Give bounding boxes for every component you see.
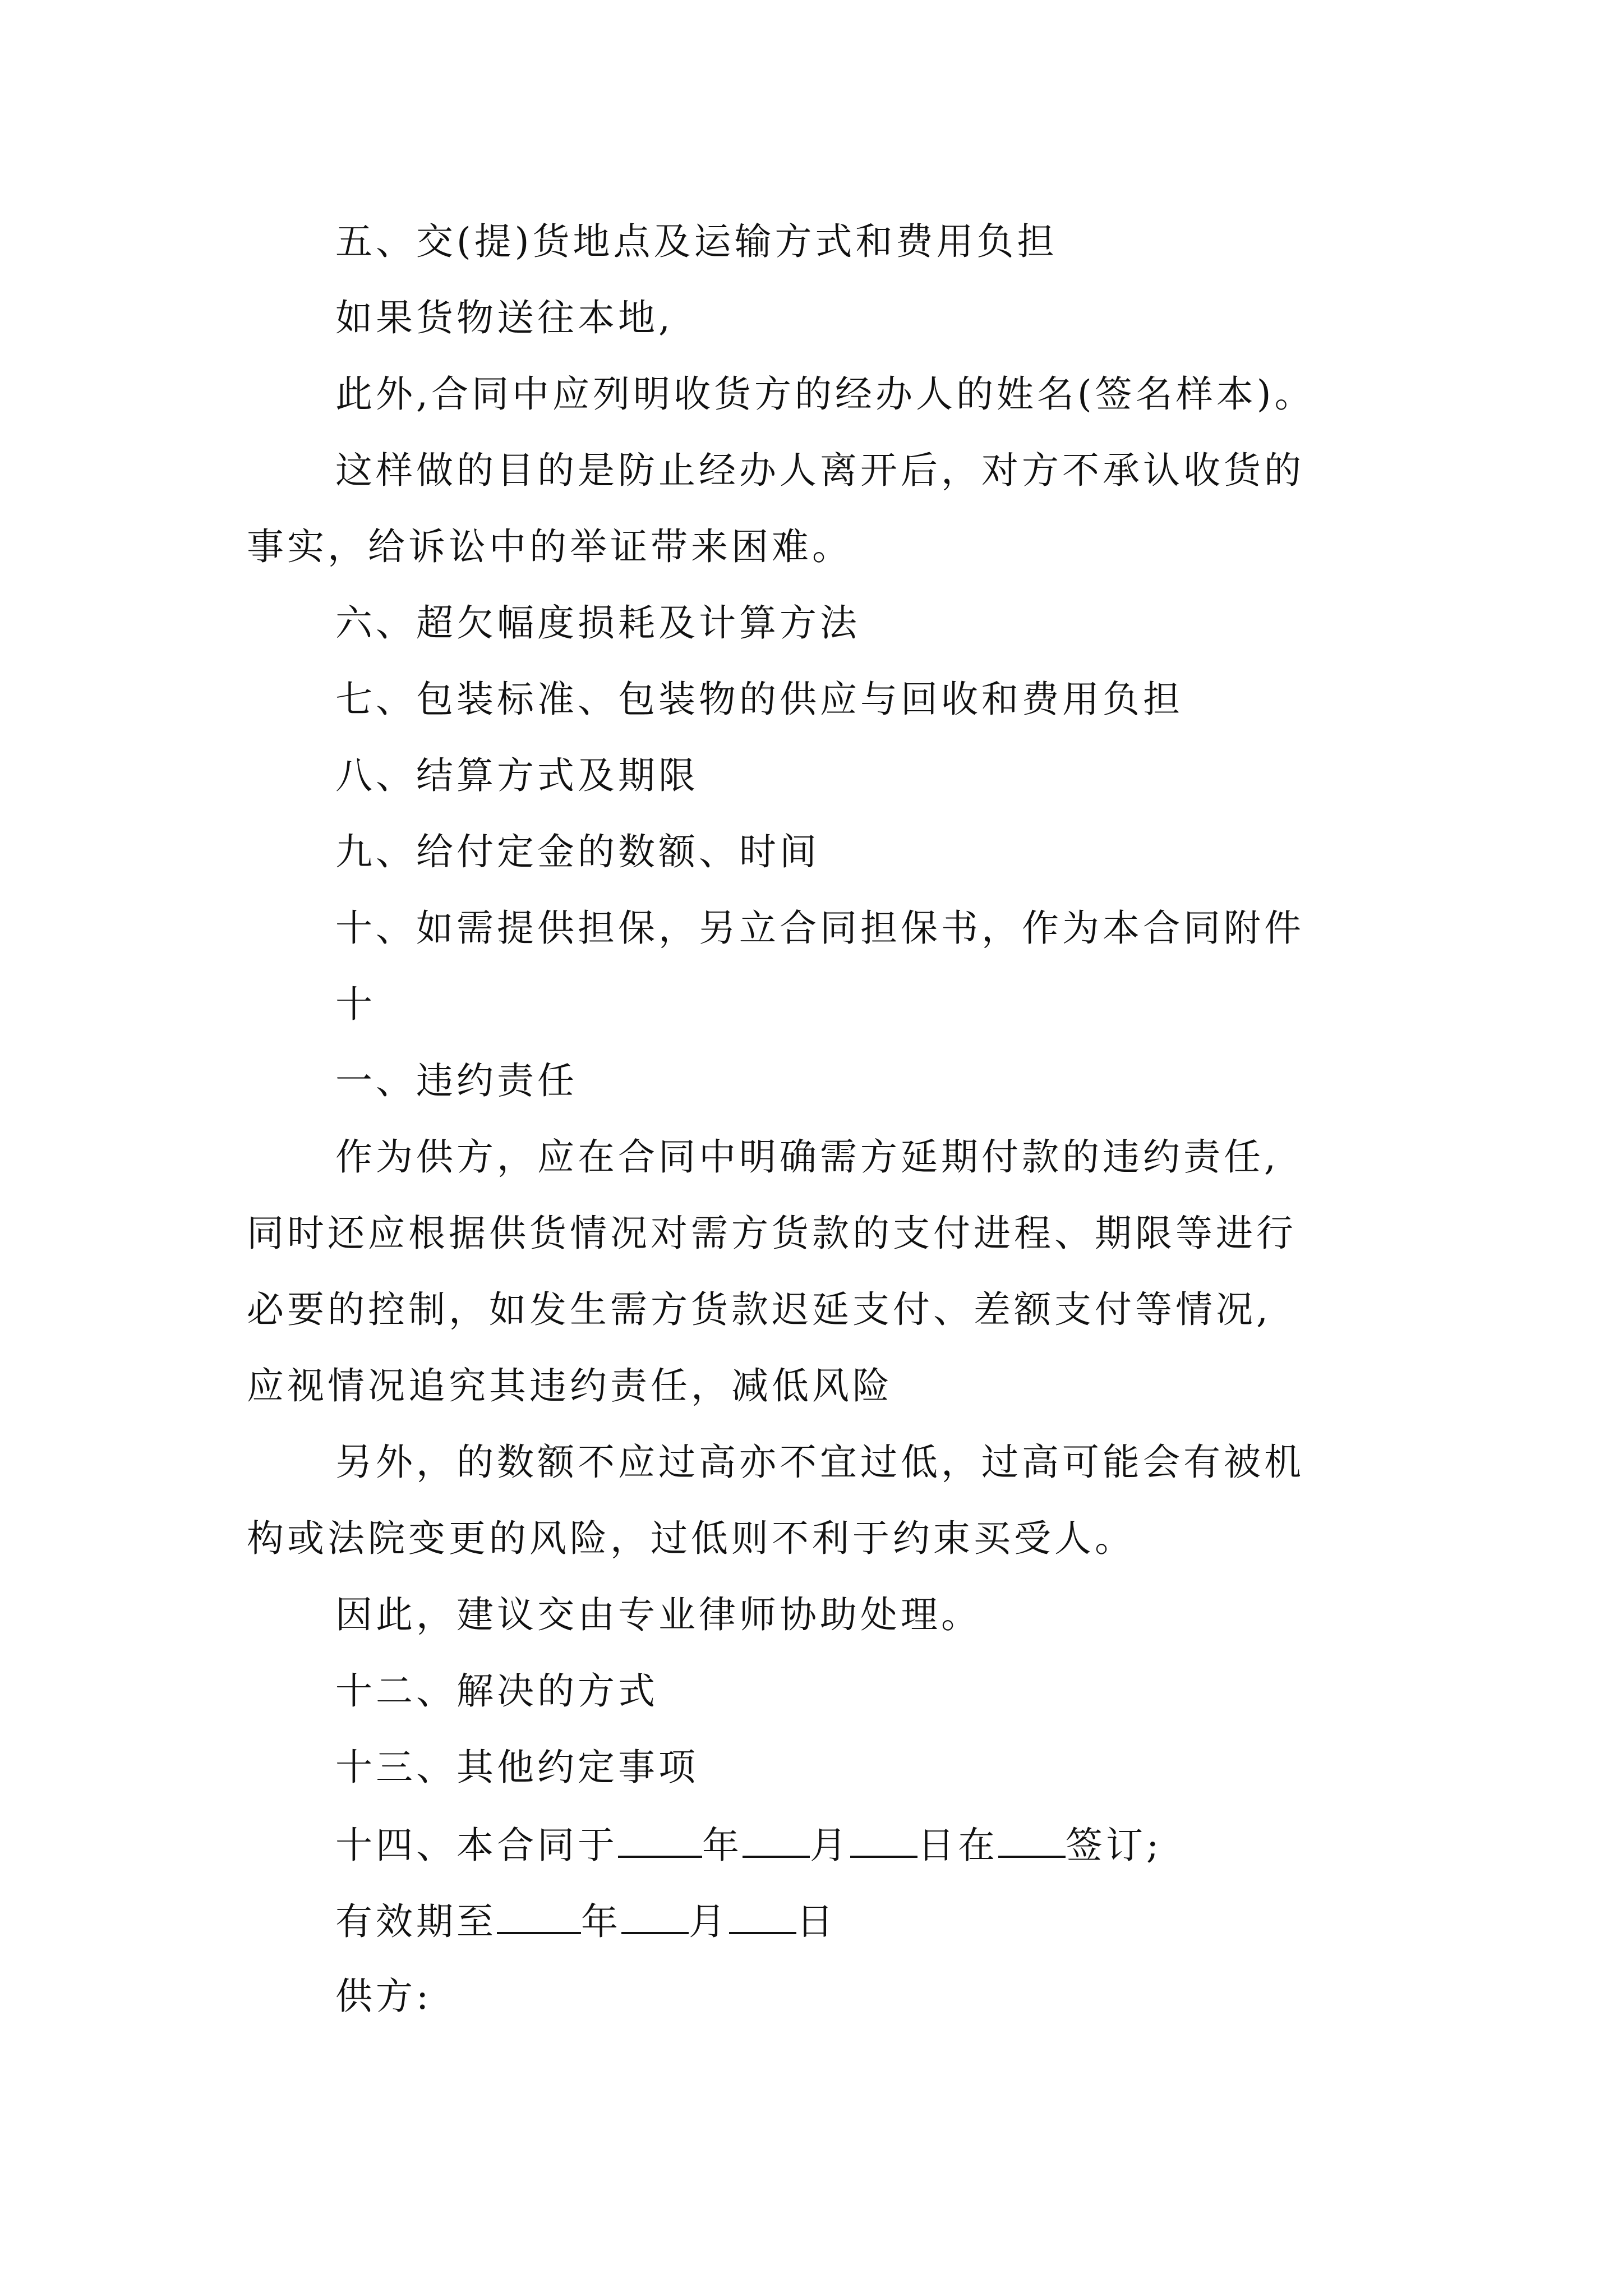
validity-text: 有效期至 [335,1900,497,1943]
validity-day-blank[interactable] [729,1902,796,1934]
paragraph-line: 应视情况追究其违约责任，减低风险 [247,1364,893,1407]
year-blank[interactable] [618,1825,702,1858]
paragraph-line: 此外,合同中应列明收货方的经办人的姓名(签名样本)。 [335,372,1315,416]
paragraph-line: 十 [335,983,376,1026]
day-location-label: 日在 [917,1824,998,1867]
signed-label: 签订; [1066,1824,1163,1867]
day-label: 日 [796,1900,837,1943]
location-blank[interactable] [998,1825,1066,1858]
paragraph-line: 因此，建议交由专业律师协助处理。 [335,1593,981,1636]
paragraph-line: 如果货物送往本地, [335,296,674,339]
section-9-heading: 九、给付定金的数额、时间 [335,830,820,873]
paragraph-line: 作为供方，应在合同中明确需方延期付款的违约责任, [335,1135,1279,1179]
validity-month-blank[interactable] [621,1902,689,1934]
month-blank[interactable] [743,1825,810,1858]
paragraph-line: 这样做的目的是防止经办人离开后，对方不承认收货的 [335,449,1304,492]
section-6-heading: 六、超欠幅度损耗及计算方法 [335,601,860,645]
validity-year-blank[interactable] [497,1902,581,1934]
month-label: 月 [810,1824,850,1867]
year-label: 年 [702,1824,743,1867]
section-13-heading: 十三、其他约定事项 [335,1746,699,1789]
signing-text: 十四、本合同于 [335,1824,618,1867]
supplier-label: 供方: [335,1975,432,2018]
section-14-signing-line [335,1824,1163,1867]
section-5-heading: 五、交(提)货地点及运输方式和费用负担 [335,220,1058,263]
day-blank[interactable] [850,1825,917,1858]
year-label: 年 [581,1900,621,1943]
section-10-heading: 十、如需提供担保，另立合同担保书，作为本合同附件 [335,907,1304,950]
paragraph-line: 另外，的数额不应过高亦不宜过低，过高可能会有被机 [335,1441,1304,1484]
section-8-heading: 八、结算方式及期限 [335,754,699,797]
section-7-heading: 七、包装标准、包装物的供应与回收和费用负担 [335,678,1183,721]
paragraph-line: 必要的控制，如发生需方货款迟延支付、差额支付等情况, [247,1288,1271,1331]
validity-line [335,1900,837,1943]
month-label: 月 [689,1900,729,1943]
paragraph-line: 同时还应根据供货情况对需方货款的支付进程、期限等进行 [247,1212,1297,1255]
paragraph-line: 构或法院变更的风险，过低则不利于约束买受人。 [247,1517,1135,1560]
section-11-heading: 一、违约责任 [335,1059,578,1102]
section-12-heading: 十二、解决的方式 [335,1669,658,1713]
paragraph-line: 事实，给诉讼中的举证带来困难。 [247,525,852,568]
